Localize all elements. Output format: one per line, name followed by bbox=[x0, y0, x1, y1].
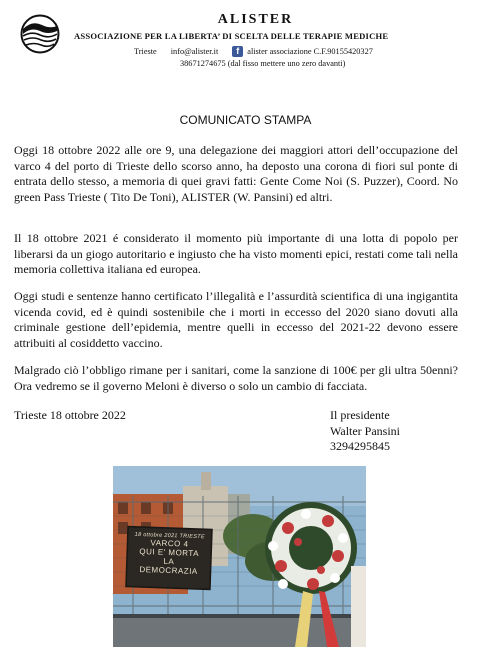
doc-title: COMUNICATO STAMPA bbox=[179, 113, 312, 127]
memorial-photo bbox=[113, 466, 366, 647]
contact-line bbox=[134, 46, 373, 57]
signer-phone: 3294295845 bbox=[330, 439, 390, 454]
facebook-label: alister associazione C.F.90155420327 bbox=[247, 47, 373, 56]
org-subtitle: ASSOCIAZIONE PER LA LIBERTA’ DI SCELTA DELLE TERAPIE MEDICHE bbox=[74, 31, 389, 41]
sign-line-4: DEMOCRAZIA bbox=[139, 564, 198, 577]
sign-date: 18 ottobre 2021 TRIESTE bbox=[134, 531, 205, 541]
sign-line-3: LA bbox=[163, 556, 175, 567]
city: Trieste bbox=[134, 47, 157, 56]
paragraph-2: Il 18 ottobre 2021 é considerato il momento più importante di una lotta di popolo per liberarsi da un giogo autoritario e ingiusto che ha visto momenti epici, restati come tali nella memoria collettiva italiana ed europea. bbox=[14, 231, 458, 277]
sign-line-1: VARCO 4 bbox=[150, 538, 189, 549]
sign-line-2: QUI E' MORTA bbox=[139, 546, 200, 559]
phone-line: 38671274675 (dal fisso mettere uno zero davanti) bbox=[180, 59, 346, 68]
signature-block bbox=[330, 408, 400, 455]
org-name: ALISTER bbox=[217, 12, 294, 27]
paragraph-1: Oggi 18 ottobre 2022 alle ore 9, una delegazione dei maggiori attori dell’occupazione del varco 4 del porto di Trieste dello scorso anno, ha deposto una corona di fiori sul ponte di entrata dello stesso, a memoria di quei gravi fatti: Gente Come Noi (S. Puzzer), Coord. No green Pass Trieste ( Tito De Toni), ALISTER (W. Pansini) ed altri. bbox=[14, 143, 458, 204]
paragraph-3: Oggi studi e sentenze hanno certificato l’illegalità e l’assurdità scientifica di una ingigantita vicenda covid, ed è quindi sostenibile che i morti in eccesso del 2020 siano dovuti alla criminale gestione dell’epidemia, mentre quelli in eccesso del 2021-22 devono essere attribuiti al cosiddetto vaccino. bbox=[14, 289, 458, 350]
facebook-icon[interactable]: f bbox=[232, 46, 243, 57]
signer-role: Il presidente bbox=[330, 408, 390, 422]
place-date: Trieste 18 ottobre 2022 bbox=[14, 408, 126, 422]
email-link[interactable]: info@alister.it bbox=[170, 47, 219, 56]
protest-sign bbox=[128, 528, 210, 589]
paragraph-4: Malgrado ciò l’obbligo rimane per i sanitari, come la sanzione di 100€ per gli ultra 50enni? Ora vedremo se il governo Meloni è diverso o solo un cambio di facciata. bbox=[14, 363, 458, 393]
signer-name: Walter Pansini bbox=[330, 423, 401, 438]
